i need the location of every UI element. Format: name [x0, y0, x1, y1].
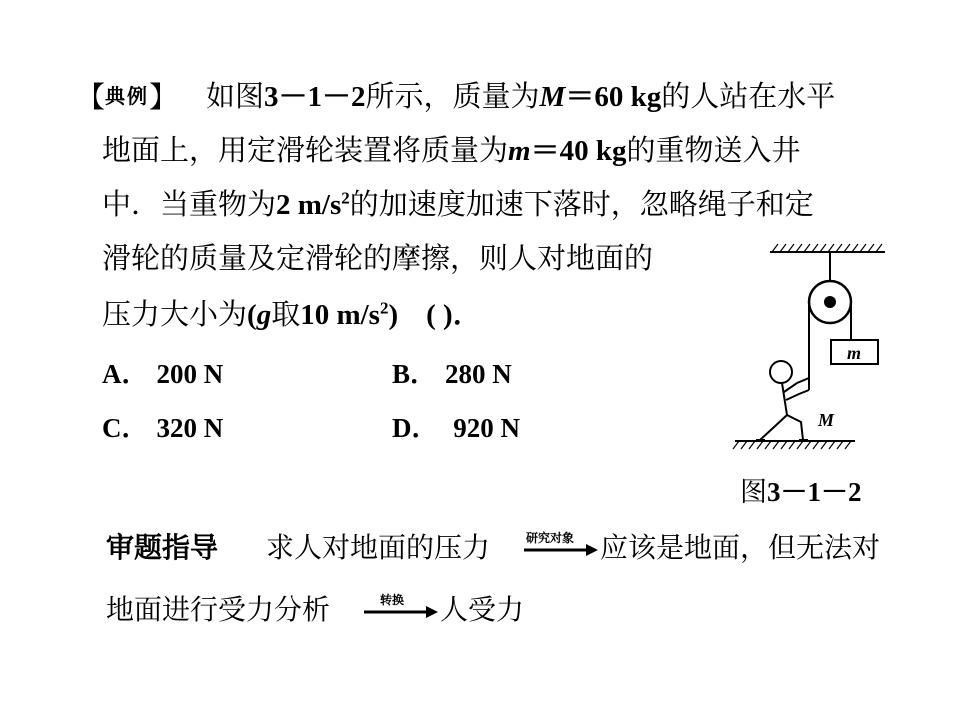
paren: ) [388, 299, 399, 331]
option-letter: B [392, 359, 411, 389]
arrow-research-object [522, 530, 598, 560]
caption-prefix: 图 [740, 477, 767, 508]
tag-open-bracket: 【 [76, 80, 106, 114]
var-M: M [539, 81, 566, 113]
superscript: 2 [341, 188, 350, 208]
option-c: C． 320 N [102, 413, 224, 443]
text: 的重物送入井 [626, 133, 801, 167]
man-head [770, 361, 792, 383]
text: 所示，质量为 [365, 79, 540, 113]
guide-line2-a: 地面进行受力分析 [106, 593, 331, 626]
mass-m: ＝40 kg [530, 135, 627, 167]
arrow-label: 转换 [380, 593, 405, 607]
problem-line-3 [102, 184, 814, 225]
tag-text: 典例 [105, 84, 150, 108]
text: 中．当重物为 [102, 187, 277, 221]
mass-label-m: m [847, 343, 862, 363]
pulley-figure [725, 240, 895, 455]
figure-ref: 3－1－2 [264, 81, 366, 113]
ground-hatch [733, 441, 851, 449]
pulley-axle [824, 296, 836, 308]
text: 地面上，用定滑轮装置将质量为 [102, 133, 509, 167]
option-d: D． 920 N [392, 413, 520, 443]
man-label-M: M [818, 410, 835, 430]
option-letter: C [102, 413, 122, 443]
var-m: m [508, 135, 531, 167]
guide-line1-a: 求人对地面的压力 [266, 531, 491, 564]
guide-line1-b: 应该是地面，但无法对 [600, 531, 881, 564]
text: 的人站在水平 [661, 79, 836, 113]
text: 取 [271, 297, 301, 331]
guide-title: 审题指导 [106, 531, 219, 564]
option-b: B． 280 N [392, 359, 512, 389]
option-value: 200 N [156, 359, 224, 389]
option-letter: A [102, 359, 122, 389]
problem-line-2 [102, 130, 800, 171]
paren: ( [247, 299, 257, 331]
man-arm-lower [786, 390, 809, 400]
arrow-right-icon [362, 592, 438, 622]
text: 滑轮的质量及定滑轮的摩擦，则人对地面的 [102, 241, 654, 275]
tag-close-bracket: 】 [149, 80, 179, 114]
arrow-right-icon [522, 530, 598, 560]
man-leg-left [760, 415, 787, 440]
text: 如图 [206, 79, 265, 113]
problem-line-1 [206, 76, 835, 117]
option-value: 280 N [445, 359, 512, 389]
arrow-label: 研究对象 [526, 531, 575, 545]
problem-line-4 [102, 238, 653, 278]
option-letter: D [392, 413, 412, 443]
man-leg-right [787, 415, 803, 440]
acceleration: 2 m/s [276, 189, 342, 221]
problem-line-5 [102, 294, 482, 335]
option-value: 920 N [446, 413, 520, 443]
text: 压力大小为 [102, 297, 248, 331]
var-g: g [256, 299, 272, 331]
caption-number: 3－1－2 [767, 477, 862, 507]
guide-line2-b: 人受力 [440, 593, 525, 626]
ceiling-hatch [772, 244, 882, 252]
superscript: 2 [379, 298, 389, 318]
mass-M: ＝60 kg [565, 81, 662, 113]
text: 的加速度加速下落时，忽略绳子和定 [349, 187, 814, 221]
figure-caption [740, 474, 862, 511]
option-a: A． 200 N [102, 359, 224, 389]
option-value: 320 N [156, 413, 224, 443]
example-tag [76, 76, 178, 117]
gravity-value: 10 m/s [300, 299, 380, 331]
answer-blank: ( )． [426, 299, 482, 331]
arrow-transform [362, 592, 438, 622]
